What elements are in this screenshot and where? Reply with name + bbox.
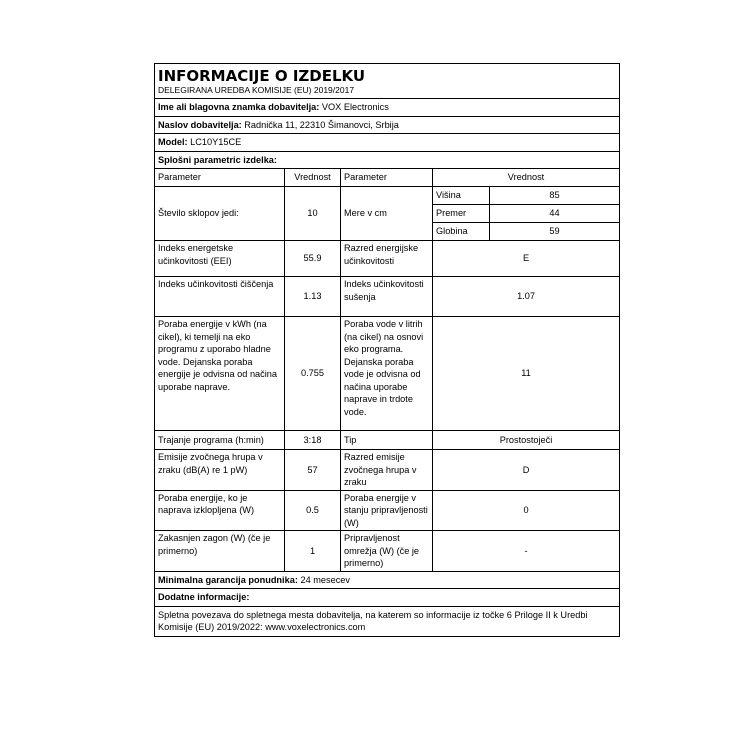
width-value: 44: [490, 205, 620, 223]
col-header-parameter-1: Parameter: [155, 169, 285, 187]
depth-label: Globina: [433, 223, 490, 241]
place-settings-label: Število sklopov jedi:: [155, 187, 285, 241]
additional-info-heading: [155, 589, 620, 607]
energy-consumption-label: Poraba energije v kWh (na cikel), ki temelji na eko programu z uporabo hladne vode. Dejanska poraba energije je odvisna od načina uporabe naprave.: [155, 317, 285, 431]
network-standby-label: Pripravljenost omrežja (W) (če je primerno): [341, 531, 433, 572]
header-cell: [155, 64, 620, 99]
energy-consumption-value: 0.755: [285, 317, 341, 431]
additional-info-text: Spletna povezava do spletnega mesta dobavitelja, na katerem so informacije iz točke 6 Priloge II k Uredbi Komisije (EU) 2019/2022: www.voxelectronics.com: [155, 606, 620, 636]
page-title: INFORMACIJE O IZDELKU: [158, 67, 366, 85]
drying-index-value: 1.07: [433, 277, 620, 317]
network-standby-value: -: [433, 531, 620, 572]
delay-start-value: 1: [285, 531, 341, 572]
duration-value: 3:18: [285, 431, 341, 450]
cleaning-index-value: 1.13: [285, 277, 341, 317]
place-settings-value: 10: [285, 187, 341, 241]
height-label: Višina: [433, 187, 490, 205]
cleaning-index-label: Indeks učinkovitosti čiščenja: [155, 277, 285, 317]
energy-class-label: Razred energijske učinkovitosti: [341, 241, 433, 277]
col-header-value-1: Vrednost: [285, 169, 341, 187]
off-mode-label: Poraba energije, ko je naprava izklopljena (W): [155, 490, 285, 531]
energy-class-value: E: [433, 241, 620, 277]
noise-value: 57: [285, 450, 341, 491]
off-mode-value: 0.5: [285, 490, 341, 531]
product-information-sheet: [154, 63, 619, 637]
height-value: 85: [490, 187, 620, 205]
noise-class-label: Razred emisije zvočnega hrupa v zraku: [341, 450, 433, 491]
warranty-value: 24 mesecev: [300, 574, 350, 585]
warranty-label: Minimalna garancija ponudnika:: [158, 574, 298, 585]
general-heading-text: Splošni parametric izdelka:: [158, 154, 277, 165]
type-value: Prostostoječi: [433, 431, 620, 450]
model-value: LC10Y15CE: [190, 137, 242, 147]
depth-value: 59: [490, 223, 620, 241]
supplier-name-label: Ime ali blagovna znamka dobavitelja:: [158, 102, 320, 112]
model-label: Model:: [158, 137, 188, 147]
noise-class-value: D: [433, 450, 620, 491]
drying-index-label: Indeks učinkovitosti sušenja: [341, 277, 433, 317]
model-row: [155, 134, 620, 152]
warranty-row: [155, 571, 620, 589]
eei-value: 55.9: [285, 241, 341, 277]
additional-heading-text: Dodatne informacije:: [158, 592, 250, 602]
standby-label: Poraba energije v stanju pripravljenosti (W): [341, 490, 433, 531]
supplier-name-value: VOX Electronics: [321, 102, 389, 112]
supplier-address-label: Naslov dobavitelja:: [158, 119, 242, 130]
standby-value: 0: [433, 490, 620, 531]
duration-label: Trajanje programa (h:min): [155, 431, 285, 450]
general-parameters-heading: [155, 151, 620, 169]
water-consumption-label: Poraba vode v litrih (na cikel) na osnovi eko programa. Dejanska poraba vode je odvisna od načina uporabe naprave in trdote vode.: [341, 317, 433, 431]
eei-label: Indeks energetske učinkovitosti (EEI): [155, 241, 285, 277]
col-header-parameter-2: Parameter: [341, 169, 433, 187]
water-consumption-value: 11: [433, 317, 620, 431]
dimensions-label: Mere v cm: [341, 187, 433, 241]
col-header-value-2: Vrednost: [433, 169, 620, 187]
supplier-address-row: [155, 116, 620, 134]
regulation-subtitle: DELEGIRANA UREDBA KOMISIJE (EU) 2019/2017: [158, 85, 355, 95]
delay-start-label: Zakasnjen zagon (W) (če je primerno): [155, 531, 285, 572]
product-info-table: [154, 63, 620, 637]
supplier-address-value: Radnička 11, 22310 Šimanovci, Srbija: [244, 119, 399, 130]
type-label: Tip: [341, 431, 433, 450]
width-label: Premer: [433, 205, 490, 223]
supplier-name-row: [155, 99, 620, 117]
noise-label: Emisije zvočnega hrupa v zraku (dB(A) re 1 pW): [155, 450, 285, 491]
